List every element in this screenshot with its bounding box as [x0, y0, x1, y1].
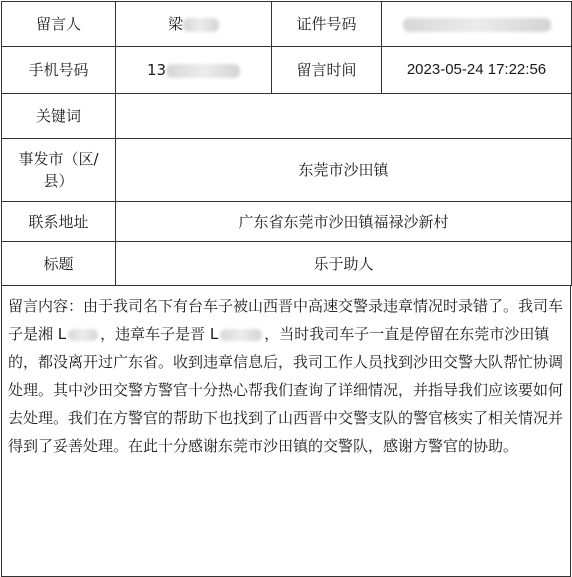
time-value: 2023-05-24 17:22:56 — [382, 47, 572, 94]
title-value: 乐于助人 — [116, 242, 572, 286]
name-value — [116, 2, 272, 47]
keywords-value — [116, 94, 572, 139]
address-value: 广东省东莞市沙田镇福禄沙新村 — [116, 202, 572, 242]
label-name: 留言人 — [2, 2, 116, 47]
city-value: 东莞市沙田镇 — [116, 139, 572, 202]
row-title — [2, 242, 572, 286]
row-phone-time — [2, 47, 572, 94]
phone-redaction — [166, 64, 240, 78]
message-text-part1: 留言内容：由于我司名下有台车子被山西晋中高速交警录违章情况时录错了。我司车子是湘 L — [8, 297, 564, 343]
message-text-part2: ，违章车子是晋 L — [100, 325, 219, 343]
label-keywords: 关键词 — [2, 94, 116, 139]
label-city — [2, 139, 116, 202]
label-id-number: 证件号码 — [272, 2, 382, 47]
name-redaction — [183, 18, 219, 32]
own-plate-redaction — [68, 329, 98, 341]
row-address — [2, 202, 572, 242]
id-number-value — [382, 2, 572, 47]
label-address: 联系地址 — [2, 202, 116, 242]
violation-plate-redaction — [220, 329, 262, 341]
label-city-line1: 事发市（区/ — [18, 150, 99, 168]
row-keywords — [2, 94, 572, 139]
row-city — [2, 139, 572, 202]
label-time: 留言时间 — [272, 47, 382, 94]
message-form — [1, 1, 571, 574]
info-table — [1, 1, 572, 286]
label-phone: 手机号码 — [2, 47, 116, 94]
label-city-line2: 县） — [43, 172, 74, 190]
label-title: 标题 — [2, 242, 116, 286]
message-content — [1, 286, 571, 577]
phone-visible-text: 13 — [146, 61, 167, 79]
row-name-id — [2, 2, 572, 47]
message-text-part3: ，当时我司车子一直是停留在东莞市沙田镇的，都没离开过广东省。收到违章信息后，我司工作人员找到沙田交警大队帮忙协调处理。其中沙田交警方警官十分热心帮我们查询了详细情况，并指导我们应该要如何去处理。我们在方警官的帮助下也找到了山西晋中交警支队的警官核实了相关情况并得到了妥善处理。在此十分感谢东莞市沙田镇的交警队，感谢方警官的协助。 — [8, 325, 564, 455]
name-visible-text: 梁 — [167, 15, 183, 33]
phone-value — [116, 47, 272, 94]
id-number-redaction — [403, 18, 551, 32]
